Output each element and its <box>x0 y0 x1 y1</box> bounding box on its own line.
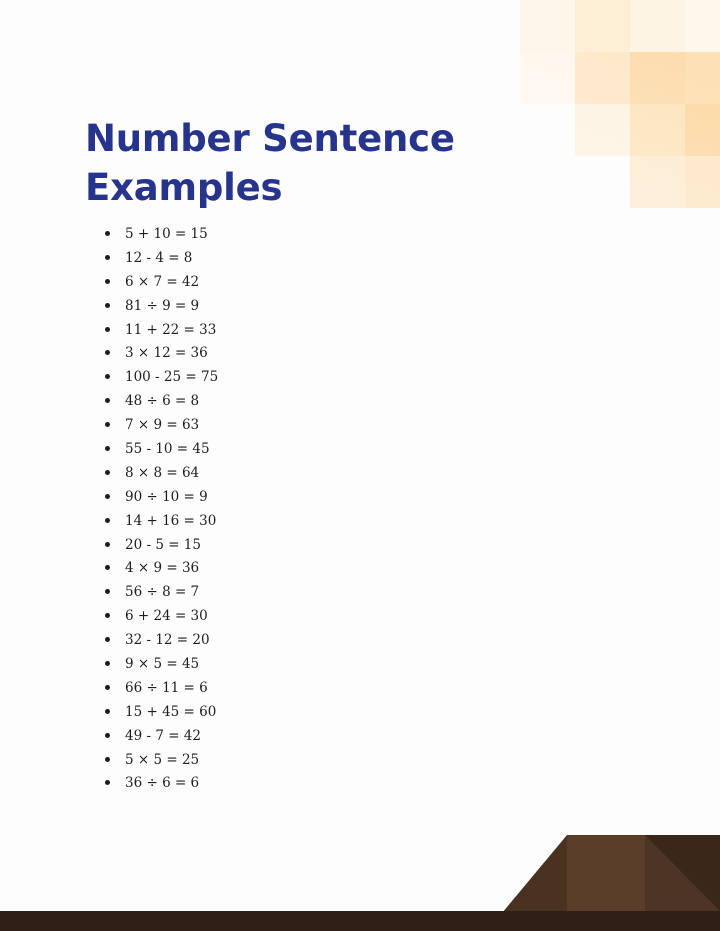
bullet-icon <box>105 422 110 427</box>
bullet-icon <box>105 589 110 594</box>
bullet-icon <box>105 374 110 379</box>
list-item <box>105 725 218 749</box>
bullet-icon <box>105 255 110 260</box>
page-title <box>85 114 455 212</box>
page-title-line-1: Number Sentence <box>85 117 455 160</box>
bullet-icon <box>105 661 110 666</box>
examples-list <box>105 223 218 796</box>
list-item <box>105 486 218 510</box>
list-item <box>105 390 218 414</box>
list-item <box>105 534 218 558</box>
bullet-icon <box>105 542 110 547</box>
bullet-icon <box>105 470 110 475</box>
list-item <box>105 319 218 343</box>
top-right-decoration <box>520 0 720 210</box>
bullet-icon <box>105 757 110 762</box>
bullet-icon <box>105 518 110 523</box>
example-text: 5 + 10 = 15 <box>125 226 208 242</box>
page-title-line-2: Examples <box>85 166 283 209</box>
bullet-icon <box>105 494 110 499</box>
bottom-decoration <box>0 831 720 931</box>
example-text: 81 ÷ 9 = 9 <box>125 297 200 314</box>
bullet-icon <box>105 303 110 308</box>
bullet-icon <box>105 613 110 618</box>
bullet-icon <box>105 446 110 451</box>
example-text: 14 + 16 = 30 <box>125 512 217 529</box>
example-text: 100 - 25 = 75 <box>125 369 219 386</box>
example-text: 49 - 7 = 42 <box>125 727 201 744</box>
example-text: 66 ÷ 11 = 6 <box>125 679 208 696</box>
example-text: 8 × 8 = 64 <box>125 464 200 481</box>
list-item <box>105 677 218 701</box>
list-item <box>105 462 218 486</box>
bullet-icon <box>105 327 110 332</box>
example-text: 4 × 9 = 36 <box>125 560 200 577</box>
bullet-icon <box>105 780 110 785</box>
bullet-icon <box>105 709 110 714</box>
example-text: 36 ÷ 6 = 6 <box>125 775 200 792</box>
example-text: 12 - 4 = 8 <box>125 249 193 266</box>
bullet-icon <box>105 685 110 690</box>
example-text: 9 × 5 = 45 <box>125 656 200 673</box>
example-text: 55 - 10 = 45 <box>125 441 210 458</box>
list-item <box>105 342 218 366</box>
list-item <box>105 414 218 438</box>
list-item <box>105 366 218 390</box>
bullet-icon <box>105 565 110 570</box>
list-item <box>105 295 218 319</box>
example-text: 56 ÷ 8 = 7 <box>125 584 200 601</box>
list-item <box>105 581 218 605</box>
list-item <box>105 247 218 271</box>
example-text: 5 × 5 = 25 <box>125 751 200 768</box>
example-text: 6 × 7 = 42 <box>125 273 200 290</box>
list-item <box>105 438 218 462</box>
list-item <box>105 271 218 295</box>
bullet-icon <box>105 231 110 236</box>
bullet-icon <box>105 637 110 642</box>
example-text: 32 - 12 = 20 <box>125 632 210 649</box>
example-text: 48 ÷ 6 = 8 <box>125 393 200 410</box>
list-item <box>105 653 218 677</box>
list-item <box>105 223 218 247</box>
list-item <box>105 510 218 534</box>
example-text: 15 + 45 = 60 <box>125 703 217 720</box>
example-text: 6 + 24 = 30 <box>125 608 208 625</box>
list-item <box>105 629 218 653</box>
bullet-icon <box>105 398 110 403</box>
list-item <box>105 557 218 581</box>
example-text: 90 ÷ 10 = 9 <box>125 488 208 505</box>
example-text: 11 + 22 = 33 <box>125 321 217 338</box>
example-text: 7 × 9 = 63 <box>125 417 200 434</box>
bullet-icon <box>105 350 110 355</box>
example-text: 3 × 12 = 36 <box>125 345 208 362</box>
list-item <box>105 749 218 773</box>
bullet-icon <box>105 733 110 738</box>
example-text: 20 - 5 = 15 <box>125 536 201 553</box>
list-item <box>105 701 218 725</box>
bullet-icon <box>105 279 110 284</box>
list-item <box>105 772 218 796</box>
list-item <box>105 605 218 629</box>
